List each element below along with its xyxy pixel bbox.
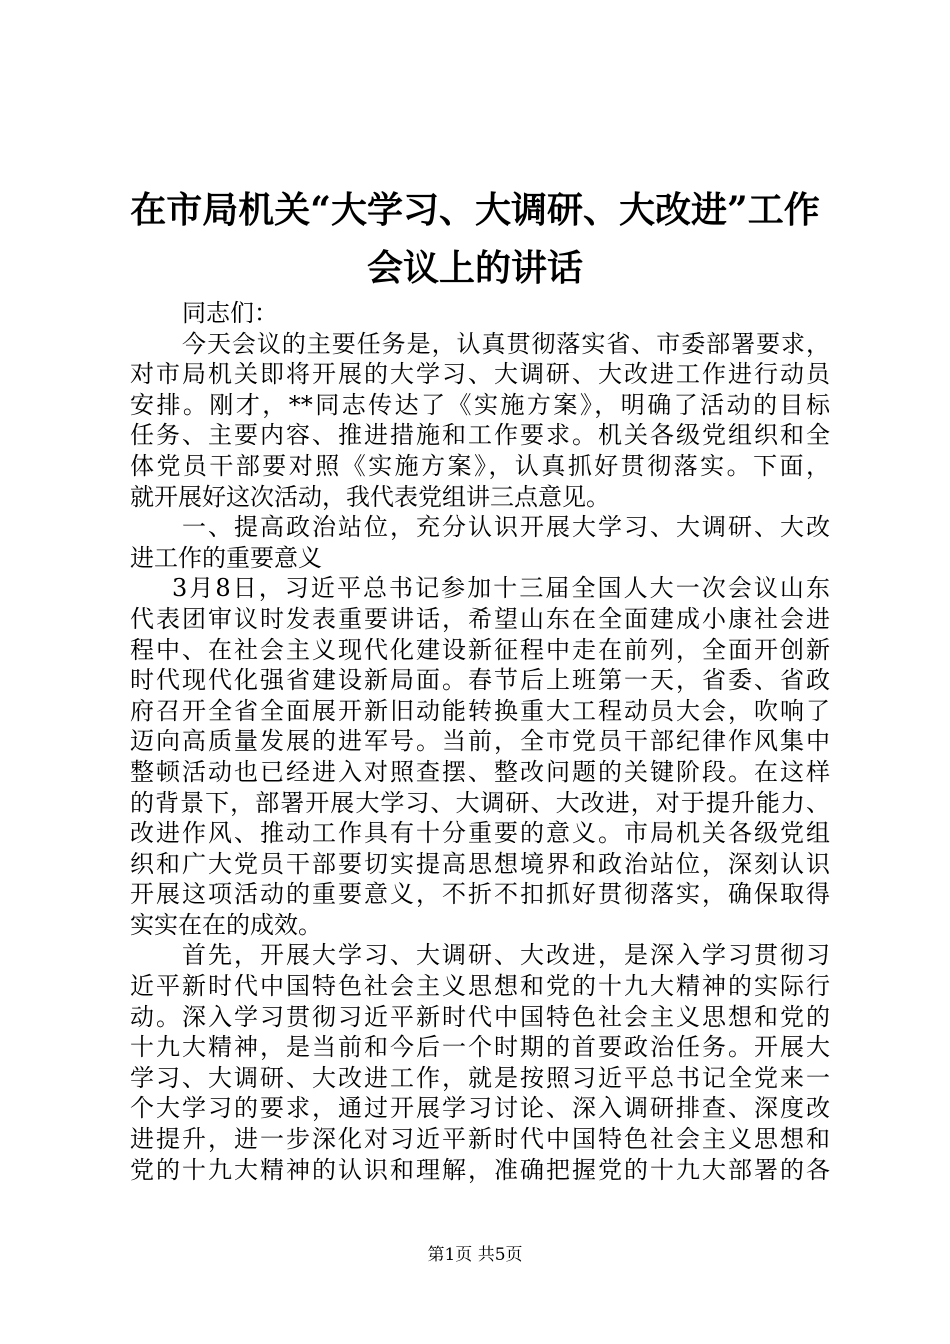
body-line: 开展这项活动的重要意义，不折不扣抓好贯彻落实，确保取得 <box>130 880 830 909</box>
page-number-footer: 第1页 共5页 <box>427 1245 523 1265</box>
body-line: 体党员干部要对照《实施方案》，认真抓好贯彻落实。下面， <box>130 451 830 480</box>
body-line: 织和广大党员干部要切实提高思想境界和政治站位，深刻认识 <box>130 849 830 878</box>
body-line: 任务、主要内容、推进措施和工作要求。机关各级党组织和全 <box>130 421 830 450</box>
body-line: 时代现代化强省建设新局面。春节后上班第一天，省委、省政 <box>130 666 830 695</box>
body-line: 首先，开展大学习、大调研、大改进，是深入学习贯彻习 <box>182 941 830 970</box>
body-line: 改进作风、推动工作具有十分重要的意义。市局机关各级党组 <box>130 819 830 848</box>
body-line: 个大学习的要求，通过开展学习讨论、深入调研排查、深度改 <box>130 1094 830 1123</box>
body-line: 代表团审议时发表重要讲话，希望山东在全面建成小康社会进 <box>130 604 830 633</box>
salutation: 同志们： <box>182 299 278 327</box>
body-line: 迈向高质量发展的进军号。当前，全市党员干部纪律作风集中 <box>130 727 830 756</box>
document-title-line-2: 会议上的讲话 <box>366 247 583 289</box>
body-line: 安排。刚才，**同志传达了《实施方案》，明确了活动的目标 <box>130 390 830 419</box>
body-line: 整顿活动也已经进入对照查摆、整改问题的关键阶段。在这样 <box>130 757 830 786</box>
body-line: 对市局机关即将开展的大学习、大调研、大改进工作进行动员 <box>130 360 830 389</box>
body-line: 今天会议的主要任务是，认真贯彻落实省、市委部署要求， <box>182 329 830 358</box>
document-body <box>130 298 830 1185</box>
body-line: 实实在在的成效。 <box>130 910 322 939</box>
body-line: 3月8日，习近平总书记参加十三届全国人大一次会议山东 <box>172 574 830 603</box>
body-line: 进提升，进一步深化对习近平新时代中国特色社会主义思想和 <box>130 1125 830 1154</box>
document-title-line-1: 在市局机关“大学习、大调研、大改进”工作 <box>130 189 820 231</box>
body-line: 的背景下，部署开展大学习、大调研、大改进，对于提升能力、 <box>130 788 830 817</box>
section-heading-line: 进工作的重要意义 <box>130 543 322 572</box>
body-line: 动。深入学习贯彻习近平新时代中国特色社会主义思想和党的 <box>130 1002 830 1031</box>
body-line: 程中、在社会主义现代化建设新征程中走在前列，全面开创新 <box>130 635 830 664</box>
section-heading-line: 一、提高政治站位，充分认识开展大学习、大调研、大改 <box>182 513 830 542</box>
body-line: 府召开全省全面展开新旧动能转换重大工程动员大会，吹响了 <box>130 696 830 725</box>
body-line: 近平新时代中国特色社会主义思想和党的十九大精神的实际行 <box>130 972 830 1001</box>
body-line: 党的十九大精神的认识和理解，准确把握党的十九大部署的各 <box>130 1155 830 1184</box>
body-line: 学习、大调研、大改进工作，就是按照习近平总书记全党来一 <box>130 1063 830 1092</box>
body-line: 十九大精神，是当前和今后一个时期的首要政治任务。开展大 <box>130 1033 830 1062</box>
body-line: 就开展好这次活动，我代表党组讲三点意见。 <box>130 482 610 511</box>
